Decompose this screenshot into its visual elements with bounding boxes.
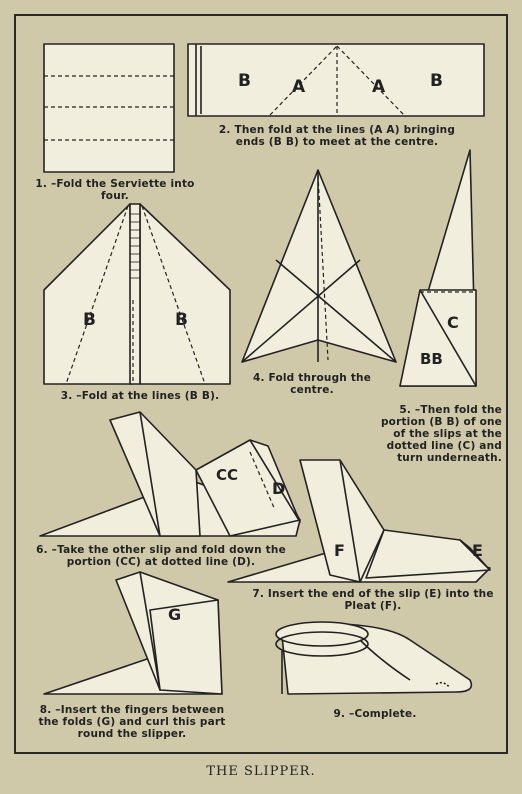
step-1-caption xyxy=(28,178,202,202)
label-c: C xyxy=(447,313,459,332)
step-2-caption xyxy=(204,124,470,148)
step-number: 2. xyxy=(218,124,231,136)
step-text: –Then fold the portion (B B) of one of the slips at the dotted line (C) and turn underneath. xyxy=(380,404,502,464)
step-8-figure xyxy=(44,572,222,694)
step-number: 4. xyxy=(252,372,265,384)
label-bb: BB xyxy=(420,350,443,368)
step-2-figure xyxy=(188,44,484,116)
step-number: 5. xyxy=(399,404,412,416)
step-4-caption xyxy=(252,372,372,396)
label-g: G xyxy=(168,605,182,624)
label-f: F xyxy=(334,541,345,560)
label-e: E xyxy=(472,541,483,560)
step-9-figure xyxy=(276,622,471,694)
step-number: 7. xyxy=(252,588,265,600)
step-number: 9. xyxy=(333,708,346,720)
page-title: THE SLIPPER. xyxy=(206,764,316,779)
step-text: Fold through the centre. xyxy=(268,372,372,396)
step-text: –Fold the Serviette into four. xyxy=(50,178,195,202)
step-text: –Take the other slip and fold down the portion (CC) at dotted line (D). xyxy=(51,544,286,568)
step-4-figure xyxy=(242,170,396,362)
label-b: B xyxy=(430,71,443,91)
step-5-figure xyxy=(400,150,476,386)
step-7-caption xyxy=(244,588,502,612)
label-d: D xyxy=(272,479,286,498)
step-1-figure xyxy=(44,44,174,172)
step-text: Then fold at the lines (A A) bringing ends (B B) to meet at the centre. xyxy=(234,124,456,148)
step-text: –Complete. xyxy=(349,708,417,720)
step-number: 6. xyxy=(36,544,48,556)
step-6-figure xyxy=(40,412,300,536)
step-5-caption xyxy=(378,404,502,464)
step-3-figure xyxy=(44,204,230,384)
step-3-caption xyxy=(40,390,240,402)
step-number: 3. xyxy=(60,390,73,402)
step-8-caption xyxy=(30,704,234,740)
step-number: 8. xyxy=(39,704,52,716)
step-text: –Fold at the lines (B B). xyxy=(76,390,220,402)
step-text: Insert the end of the slip (E) into the Pleat (F). xyxy=(267,588,494,612)
label-cc: CC xyxy=(216,466,239,484)
step-text: –Insert the fingers between the folds (G) and curl this part round the slipper. xyxy=(38,704,226,740)
label-b: B xyxy=(238,71,251,91)
step-6-caption xyxy=(26,544,296,568)
step-9-caption xyxy=(320,708,430,720)
label-a: A xyxy=(372,77,386,97)
label-a: A xyxy=(292,77,306,97)
label-b: B xyxy=(175,310,188,330)
step-number: 1. xyxy=(35,178,48,190)
label-b: B xyxy=(83,310,96,330)
